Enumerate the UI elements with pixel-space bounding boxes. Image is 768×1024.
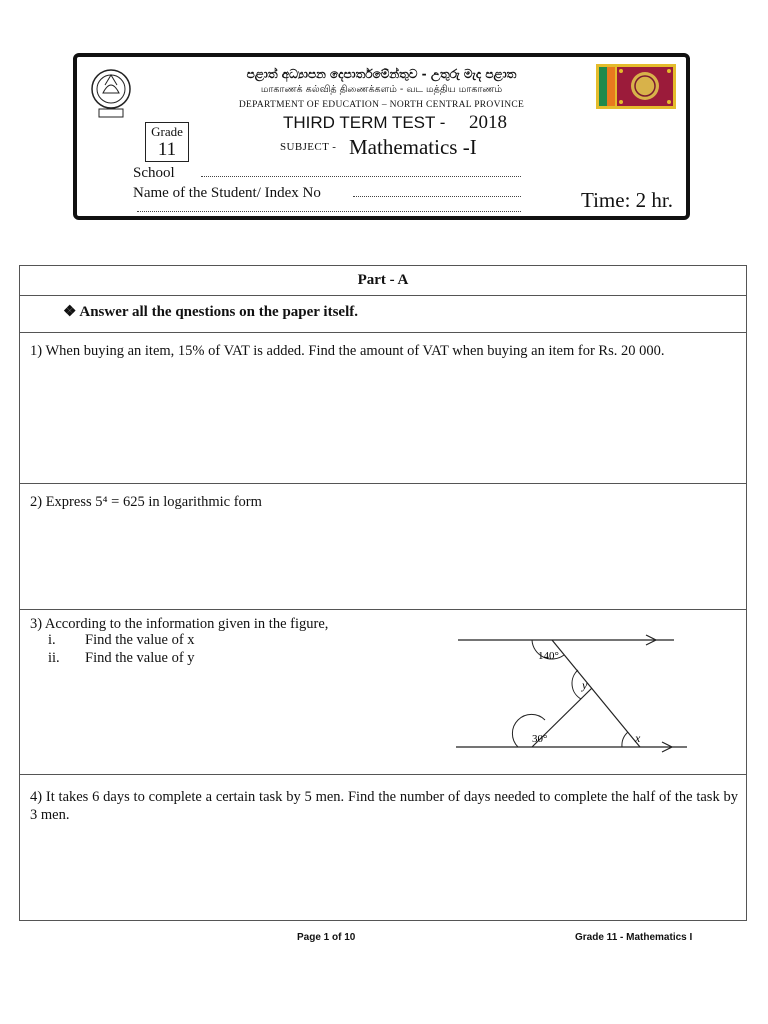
question-3-text: 3) According to the information given in the figure,	[30, 616, 329, 632]
question-4[interactable]	[20, 775, 746, 922]
question-3[interactable]	[20, 610, 746, 775]
subject-label: SUBJECT -	[280, 141, 337, 153]
school-label: School	[133, 165, 175, 181]
question-3-sub-1-text: Find the value of x	[85, 632, 195, 648]
question-4-text: 4) It takes 6 days to complete a certain task by 5 men. Find the number of days needed to complete the half of the task by 3 men.	[30, 789, 738, 823]
transversal-line	[552, 640, 640, 747]
question-1-text: 1) When buying an item, 15% of VAT is added. Find the amount of VAT when buying an item for Rs. 20 000.	[30, 343, 665, 359]
question-1[interactable]	[20, 333, 746, 484]
test-title: THIRD TERM TEST -	[283, 113, 446, 132]
header-english-line: DEPARTMENT OF EDUCATION – NORTH CENTRAL PROVINCE	[238, 100, 525, 110]
subject-value: Mathematics -I	[349, 135, 477, 159]
instruction-text: ❖ Answer all the qnestions on the paper itself.	[63, 304, 358, 320]
angle-140-label: 140°	[538, 650, 559, 662]
provincial-flag-icon	[596, 64, 676, 109]
grade-box	[145, 122, 189, 162]
part-title: Part - A	[20, 266, 746, 296]
student-name-label: Name of the Student/ Index No	[133, 185, 321, 201]
header-box	[73, 53, 690, 220]
footer-page-number: Page 1 of 10	[297, 932, 356, 943]
footer-grade-subject: Grade 11 - Mathematics I	[575, 932, 693, 943]
grade-value: 11	[157, 139, 177, 160]
question-2[interactable]	[20, 484, 746, 610]
header-sinhala-line: පළාත් අධ්‍යාපන දෙපාර්තමේන්තුව - උතුරු මැද පළාත	[246, 67, 517, 81]
question-table	[19, 265, 747, 921]
header-tamil-line: மாகாணக் கல்வித் திணைக்களம் - வட மத்திய மாகாணம்	[260, 84, 503, 95]
question-3-sub-2-text: Find the value of y	[85, 650, 195, 666]
parallel-lines-figure	[450, 630, 690, 760]
student-extra-line[interactable]	[137, 211, 521, 212]
question-3-sub-2-number: ii.	[48, 650, 60, 666]
angle-y-label: y	[582, 678, 588, 692]
question-2-text: 2) Express 5⁴ = 625 in logarithmic form	[30, 494, 262, 510]
angle-30-label: 30°	[532, 733, 548, 745]
angle-x-arc	[622, 732, 628, 747]
question-3-sub-1-number: i.	[48, 632, 56, 648]
grade-label: Grade	[151, 124, 183, 139]
school-input-line[interactable]	[201, 176, 521, 177]
time-label: Time: 2 hr.	[581, 188, 673, 212]
test-year: 2018	[469, 112, 507, 133]
instruction-row	[20, 296, 746, 333]
angle-x-label: x	[635, 731, 641, 745]
student-name-input-line[interactable]	[353, 196, 521, 197]
